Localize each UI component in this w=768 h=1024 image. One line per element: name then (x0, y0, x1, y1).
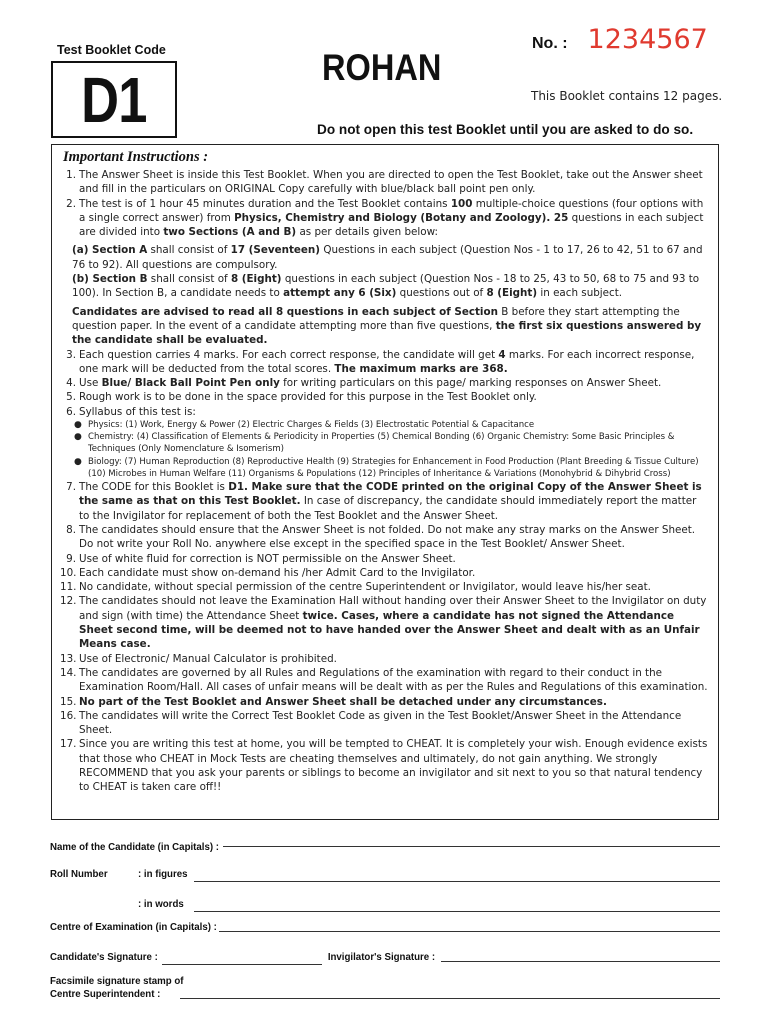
stamp-label-line-1: Facsimile signature stamp of (50, 976, 184, 987)
stamp-label-line-2: Centre Superintendent : (50, 989, 161, 1000)
section-b-details: (b) Section B shall consist of 8 (Eight) questions in each subject (Question Nos - 18 to 25, 43 to 50, 68 to 75 and 93 to 100). In Section B, a candidate needs to attempt any 6 (Six) questions out of 8 (Eight) in each subject. (72, 273, 700, 300)
instruction-13: 13. Use of Electronic/ Manual Calculator is prohibited. (60, 652, 337, 665)
booklet-number (532, 24, 708, 55)
invigilator-signature-line[interactable] (441, 961, 720, 962)
instruction-17: 17. Since you are writing this test at home, you will be tempted to CHEAT. It is completely your wish. Enough evidence exists that those who CHEAT in Mock Tests are cheating themselves and ultimately, do not gain anything. We strongly RECOMMEND that you ask your parents or siblings to become an invigilator and sit next to you so that natural tendency to CHEAT is taken care off!! (60, 738, 708, 794)
centre-label: Centre of Examination (in Capitals) : (50, 922, 217, 933)
booklet-number-value: 1234567 (587, 24, 708, 55)
test-booklet-code-box (51, 61, 177, 138)
instruction-6: 6. Syllabus of this test is: (66, 405, 196, 418)
instruction-14: 14. The candidates are governed by all Rules and Regulations of the examination with regard to their conduct in the Examination Room/Hall. All cases of unfair means will be dealt with as per the Rules and Regulations of this examination. (60, 666, 708, 694)
brand-name: ROHAN (322, 47, 442, 88)
roll-number-label: Roll Number (50, 869, 108, 880)
in-words-label: : in words (138, 899, 184, 910)
section-a-details: (a) Section A shall consist of 17 (Seventeen) Questions in each subject (Question Nos - 1 to 17, 26 to 42, 51 to 67 and 76 to 92). All questions are compulsory. (72, 244, 703, 271)
roll-figures-line[interactable] (194, 881, 720, 882)
instruction-11: 11. No candidate, without special permission of the centre Superintendent or Invigilator, would leave his/her seat. (60, 581, 651, 594)
instruction-1: 1. The Answer Sheet is inside this Test Booklet. When you are directed to open the Test Booklet, take out the Answer sheet and fill in the particulars on ORIGINAL Copy carefully with blue/black ball point pen only. (66, 169, 703, 196)
instructions-title: Important Instructions : (63, 149, 209, 165)
name-label: Name of the Candidate (in Capitals) : (50, 842, 220, 853)
advisory-note: Candidates are advised to read all 8 questions in each subject of Section B before they start attempting the question paper. In the event of a candidate attempting more than five questions, the first six questions answered by the candidate shall be evaluated. (72, 305, 702, 347)
instruction-5: 5. Rough work is to be done in the space provided for this purpose in the Test Booklet only. (66, 391, 537, 404)
centre-line[interactable] (219, 931, 720, 932)
instruction-8: 8. The candidates should ensure that the Answer Sheet is not folded. Do not make any stray marks on the Answer Sheet. Do not write your Roll No. anywhere else except in the specified space in the Test Booklet/ Answer Sheet. (66, 523, 696, 551)
instructions-list (60, 168, 710, 795)
instruction-3: 3. Each question carries 4 marks. For each correct response, the candidate will get 4 marks. For each incorrect response, one mark will be deducted from the total scores. The maximum marks are 368. (66, 348, 695, 375)
invigilator-signature-label: Invigilator's Signature : (327, 952, 436, 963)
name-line[interactable] (223, 846, 720, 847)
instruction-7: 7. The CODE for this Booklet is D1. Make sure that the CODE printed on the original Copy of the Answer Sheet is the same as that on this Test Booklet. In case of discrepancy, the candidate should immediately report the matter to the Invigilator for replacement of both the Test Booklet and the Answer Sheet. (66, 481, 702, 522)
centre-row (50, 922, 720, 933)
syllabus-chemistry: ● Chemistry: (4) Classification of Elements & Periodicity in Properties (5) Chemical Bonding (6) Organic Chemistry: Some Basic Principles & Techniques (Only Nomenclature & Isomerism) (74, 432, 675, 455)
test-booklet-code-label: Test Booklet Code (57, 43, 166, 57)
roll-words-line[interactable] (194, 911, 720, 912)
stamp-line[interactable] (180, 998, 720, 999)
name-row (50, 842, 720, 853)
instruction-16: 16. The candidates will write the Correct Test Booklet Code as given in the Test Booklet/Answer Sheet in the Attendance Sheet. (60, 709, 682, 737)
pages-note: This Booklet contains 12 pages. (531, 89, 723, 103)
instructions-box (51, 144, 719, 820)
in-figures-label: : in figures (138, 869, 188, 880)
syllabus-physics: ● Physics: (1) Work, Energy & Power (2) Electric Charges & Fields (3) Electrostatic Potential & Capacitance (74, 420, 535, 431)
instruction-4: 4. Use Blue/ Black Ball Point Pen only for writing particulars on this page/ marking responses on Answer Sheet. (66, 377, 662, 390)
candidate-signature-line[interactable] (162, 964, 322, 965)
booklet-number-label: No. : (532, 35, 568, 52)
instruction-9: 9. Use of white fluid for correction is NOT permissible on the Answer Sheet. (66, 552, 456, 565)
warning-text: Do not open this test Booklet until you are asked to do so. (317, 122, 694, 137)
instruction-12: 12. The candidates should not leave the Examination Hall without handing over their Answer Sheet to the Invigilator on duty and sign (with time) the Attendance Sheet twice. Cases, where a candidate has not signed the Attendance Sheet second time, will be deemed not to have handed over the Answer Sheet and dealt with as an Unfair Means case. (60, 595, 707, 651)
instruction-2: 2. The test is of 1 hour 45 minutes duration and the Test Booklet contains 100 multiple-choice questions (four options with a single correct answer) from Physics, Chemistry and Biology (Botany and Zoology). 25 questions in each subject are divided into two Sections (A and B) as per details given below: (66, 197, 704, 239)
stamp-label (50, 975, 184, 1001)
signature-row (50, 952, 720, 963)
roll-figures-row (50, 869, 720, 880)
instruction-15: 15. No part of the Test Booklet and Answer Sheet shall be detached under any circumstances. (60, 695, 607, 708)
syllabus-biology: ● Biology: (7) Human Reproduction (8) Reproductive Health (9) Strategies for Enhancement in Food Production (Plant Breeding & Tissue Culture) (10) Microbes in Human Welfare (11) Organisms & Populations (12) Principles of Inheritance & Variations (Monohybrid & Dihybrid Cross) (74, 456, 699, 479)
candidate-signature-label: Candidate's Signature : (50, 952, 158, 963)
roll-words-row (50, 899, 720, 910)
instruction-10: 10. Each candidate must show on-demand his /her Admit Card to the Invigilator. (60, 566, 476, 579)
test-booklet-code-value: D1 (81, 63, 147, 136)
